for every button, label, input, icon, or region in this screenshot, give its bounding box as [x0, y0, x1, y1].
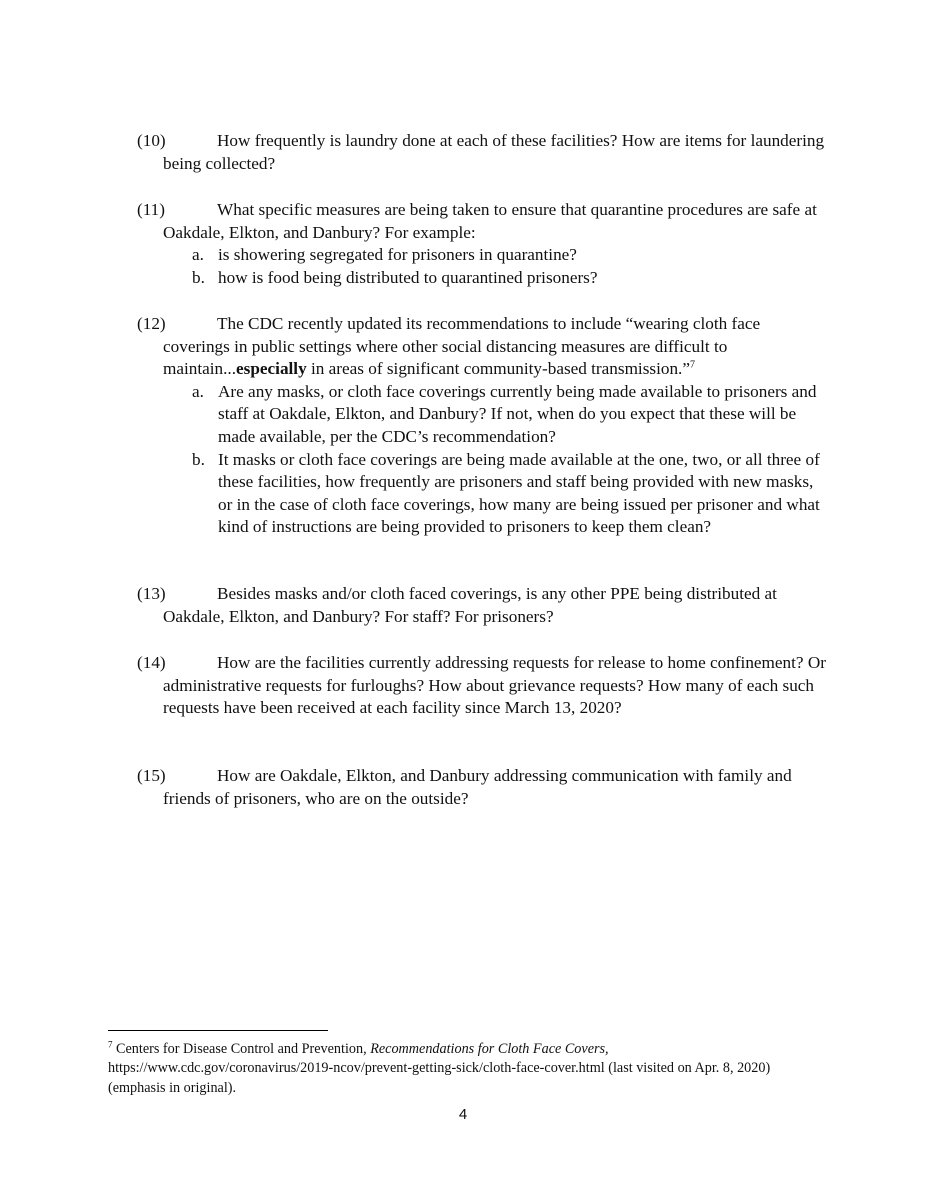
question-11	[137, 199, 827, 289]
footnote-ref: 7	[689, 359, 695, 371]
list-item-letter: a.	[192, 381, 204, 401]
question-15	[137, 765, 827, 810]
list-item-text: is showering segregated for prisoners in quarantine?	[218, 245, 577, 265]
question-14	[137, 652, 827, 720]
footnote-marker: 7	[108, 1039, 113, 1050]
question-12	[137, 313, 827, 539]
list-item	[192, 381, 827, 449]
question-text	[163, 313, 827, 381]
question-text: How are Oakdale, Elkton, and Danbury addressing communication with family and friends of prisoners, who are on the outside?	[163, 766, 792, 808]
question-text: What specific measures are being taken to ensure that quarantine procedures are safe at Oakdale, Elkton, and Danbury? For example:	[163, 200, 817, 242]
list-item-text: Are any masks, or cloth face coverings currently being made available to prisoners and staff at Oakdale, Elkton, and Danbury? If not, when do you expect that these will be made available, per the CDC’s recommendation?	[218, 381, 817, 446]
question-number: (10)	[137, 131, 166, 150]
question-text: How frequently is laundry done at each of these facilities? How are items for laundering being collected?	[163, 131, 825, 173]
list-item-letter: b.	[192, 267, 205, 287]
list-item-text: It masks or cloth face coverings are being made available at the one, two, or all three of these facilities, how frequently are prisoners and staff being provided with new masks, or in the case of cloth face coverings, how many are being issued per prisoner and what kind of instructions are being provided to prisoners to keep them clean?	[218, 449, 820, 537]
sub-list	[192, 381, 827, 539]
list-item-text: how is food being distributed to quarantined prisoners?	[218, 267, 598, 287]
list-item	[192, 267, 827, 290]
list-item-letter: b.	[192, 449, 205, 469]
list-item	[192, 244, 827, 267]
question-number: (15)	[137, 766, 166, 785]
question-number: (14)	[137, 653, 166, 672]
sub-list	[192, 244, 827, 289]
footnote-divider	[108, 1030, 328, 1031]
footnote-text: https://www.cdc.gov/coronavirus/2019-ncov/prevent-getting-sick/cloth-face-cover.html (last visited on Apr. 8, 2020) (emphasis in original).	[108, 1060, 771, 1096]
footnote	[108, 1040, 808, 1098]
list-item-letter: a.	[192, 245, 204, 265]
page-number: 4	[458, 1106, 468, 1123]
emphasis-text: especially	[236, 359, 307, 379]
question-text: Besides masks and/or cloth faced coverings, is any other PPE being distributed at Oakdale, Elkton, and Danbury? For staff? For prisoners?	[163, 584, 777, 626]
question-number: (11)	[137, 200, 165, 219]
question-number: (13)	[137, 584, 166, 603]
question-text-part: The CDC recently updated its recommendations to include “wearing cloth face coverings in public settings where other social distancing measures are difficult to maintain...	[163, 314, 761, 379]
question-text: How are the facilities currently addressing requests for release to home confinement? Or administrative requests for furloughs? How about grievance requests? How many of each such requests have been received at each facility since March 13, 2020?	[163, 653, 826, 718]
footnote-title: Recommendations for Cloth Face Covers,	[370, 1041, 609, 1057]
question-number: (12)	[137, 314, 166, 333]
question-13	[137, 583, 827, 628]
question-text-part: in areas of significant community-based transmission.”	[306, 359, 690, 379]
question-10	[137, 130, 827, 175]
list-item	[192, 449, 827, 539]
footnote-text: Centers for Disease Control and Prevention,	[112, 1041, 371, 1057]
